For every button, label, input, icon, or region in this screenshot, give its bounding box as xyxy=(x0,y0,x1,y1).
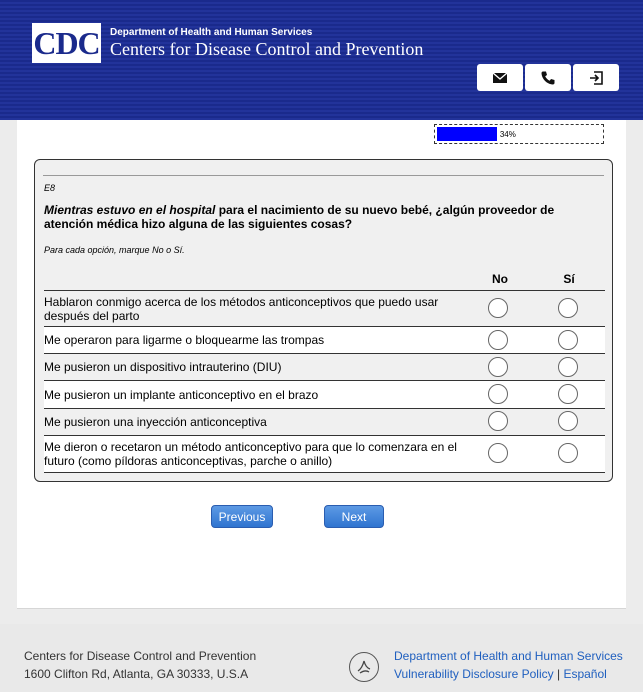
row-label: Me pusieron un implante anticonceptivo en el brazo xyxy=(44,387,319,402)
question-instruction: Para cada opción, marque No o Sí. xyxy=(44,245,185,255)
envelope-icon xyxy=(492,70,508,86)
question-rest: para el nacimiento de su nuevo bebé, ¿algún proveedor de atención médica hizo alguna de las siguientes cosas? xyxy=(44,203,555,231)
radio-si[interactable] xyxy=(558,384,578,404)
row-label: Hablaron conmigo acerca de los métodos anticonceptivos que puedo usar después del parto xyxy=(44,294,439,323)
radio-si[interactable] xyxy=(558,443,578,463)
radio-si[interactable] xyxy=(558,357,578,377)
phone-button[interactable] xyxy=(525,64,571,91)
progress-indicator xyxy=(434,124,604,144)
column-header-no: No xyxy=(492,272,508,286)
email-button[interactable] xyxy=(477,64,523,91)
column-header-si: Sí xyxy=(563,272,575,286)
next-button[interactable]: Next xyxy=(324,505,384,528)
exit-button[interactable] xyxy=(573,64,619,91)
right-gutter xyxy=(626,120,643,624)
hhs-link[interactable]: Department of Health and Human Services xyxy=(394,649,623,663)
link-separator: | xyxy=(556,667,561,681)
agency-name: Centers for Disease Control and Prevention xyxy=(110,39,424,59)
radio-si[interactable] xyxy=(558,330,578,350)
radio-no[interactable] xyxy=(488,357,508,377)
footer-links xyxy=(394,667,607,681)
vulnerability-policy-link[interactable]: Vulnerability Disclosure Policy xyxy=(394,667,554,681)
left-gutter xyxy=(0,120,17,624)
radio-no[interactable] xyxy=(488,298,508,318)
radio-si[interactable] xyxy=(558,411,578,431)
matrix-row xyxy=(44,409,605,436)
hhs-logo-icon xyxy=(354,657,374,677)
radio-si[interactable] xyxy=(558,298,578,318)
matrix-row xyxy=(44,291,605,327)
progress-bar xyxy=(437,127,497,141)
hhs-eagle-icon[interactable] xyxy=(349,652,379,682)
question-panel xyxy=(34,159,613,482)
footer-org-name: Centers for Disease Control and Prevention xyxy=(24,649,257,663)
site-header xyxy=(0,0,643,120)
question-emphasis: Mientras estuvo en el hospital xyxy=(44,203,216,217)
previous-button[interactable]: Previous xyxy=(211,505,273,528)
matrix-row xyxy=(44,327,605,354)
card-bottom-edge xyxy=(17,608,626,624)
row-label: Me dieron o recetaron un método anticonceptivo para que lo comenzara en el futuro (como píldoras anticonceptivas, parche o anillo) xyxy=(44,440,457,468)
logo-text: CDC xyxy=(33,24,100,61)
exit-icon xyxy=(588,70,604,86)
site-footer xyxy=(0,624,643,692)
row-label: Me pusieron una inyección anticonceptiva xyxy=(44,415,267,429)
row-label: Me pusieron un dispositivo intrauterino (DIU) xyxy=(44,360,282,374)
divider xyxy=(43,175,604,176)
radio-no[interactable] xyxy=(488,384,508,404)
row-label: Me operaron para ligarme o bloquearme las trompas xyxy=(44,333,325,347)
espanol-link[interactable]: Español xyxy=(563,667,607,681)
matrix-row xyxy=(44,381,605,409)
radio-no[interactable] xyxy=(488,330,508,350)
department-name: Department of Health and Human Services xyxy=(110,27,313,38)
radio-no[interactable] xyxy=(488,411,508,431)
header-buttons xyxy=(477,64,619,91)
matrix-row xyxy=(44,436,605,473)
question-id: E8 xyxy=(44,183,56,193)
matrix-row xyxy=(44,354,605,381)
cdc-logo[interactable] xyxy=(32,23,101,63)
footer-address: 1600 Clifton Rd, Atlanta, GA 30333, U.S.A xyxy=(24,667,249,681)
question-text xyxy=(44,203,584,231)
radio-no[interactable] xyxy=(488,443,508,463)
phone-icon xyxy=(540,70,556,86)
progress-label: 34% xyxy=(499,129,516,139)
